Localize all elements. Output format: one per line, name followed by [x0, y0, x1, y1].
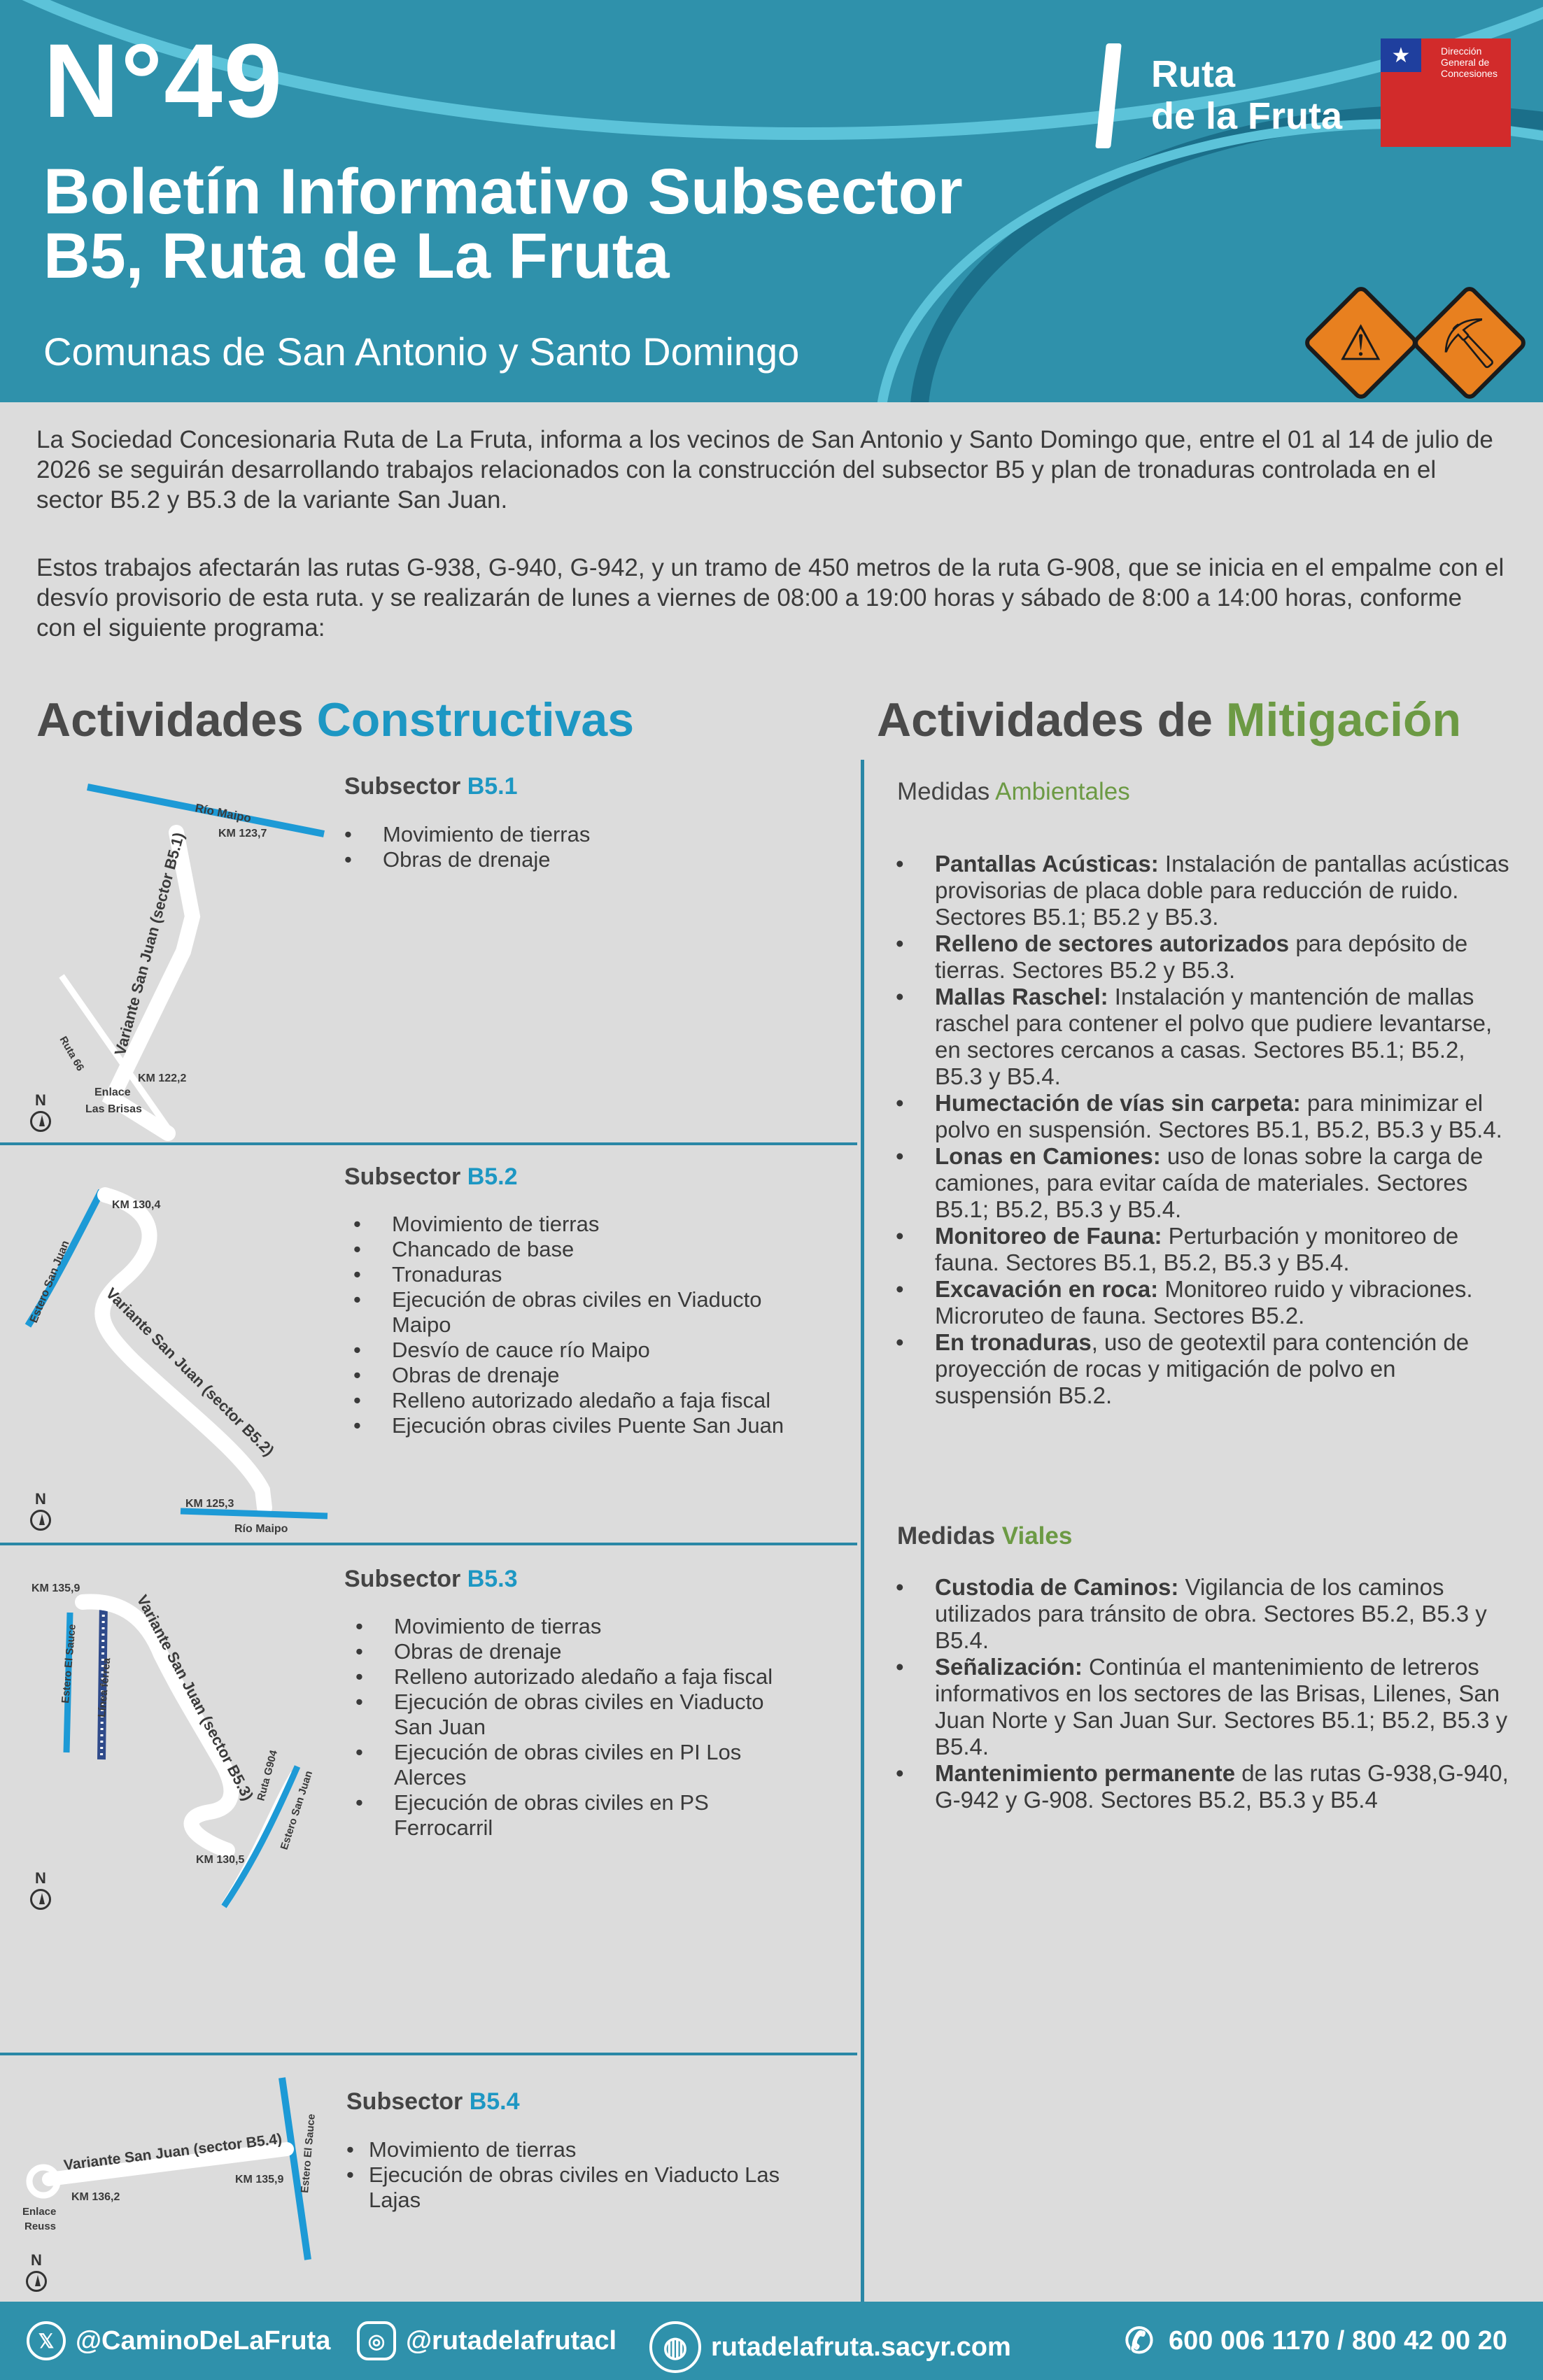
item-text: para minimizar el polvo en suspensión. Sectores B5.1, B5.2, B5.3 y B5.4.: [935, 1090, 1502, 1142]
page-subtitle: Comunas de San Antonio y Santo Domingo: [43, 330, 800, 374]
logo-line: Ruta: [1151, 53, 1235, 95]
list-item: • Obras de drenaje: [353, 1363, 787, 1388]
list-item: • Obras de drenaje: [355, 1639, 789, 1664]
heading-text: Actividades de: [877, 693, 1213, 746]
list-item: • Ejecución de obras civiles en Viaducto Las Lajas: [346, 2162, 780, 2213]
road-label: Variante San Juan (sector B5.1): [111, 830, 188, 1058]
map-b51: [0, 770, 336, 1147]
logo-line: de la Fruta: [1151, 95, 1343, 137]
estero-label: Estero El Sauce: [299, 2113, 318, 2194]
website-url: rutadelafruta.sacyr.com: [711, 2332, 1011, 2362]
heading-accent: Constructivas: [316, 693, 635, 746]
twitter-handle: @CaminoDeLaFruta: [76, 2325, 331, 2356]
subsector-code: B5.4: [469, 2088, 520, 2115]
phone-icon: ✆: [1125, 2321, 1154, 2360]
item-text: para depósito de tierras. Sectores B5.2 y B5.3.: [935, 930, 1468, 983]
north-arrow-icon: [25, 1091, 56, 1132]
government-logo: [1381, 38, 1511, 147]
subsector-b53-title: [344, 1566, 518, 1593]
list-item: [896, 1090, 1512, 1143]
list-item: [896, 1276, 1512, 1329]
instagram-handle: @rutadelafrutacl: [406, 2325, 617, 2356]
km-label: KM 130,5: [196, 1854, 245, 1866]
road-line: [102, 1195, 265, 1508]
north-label: N: [35, 1490, 46, 1508]
b54-activity-list: [346, 2137, 780, 2213]
list-item: • Obras de drenaje: [344, 847, 792, 872]
route-label: Ruta G904: [255, 1748, 281, 1803]
viales-title: [897, 1522, 1072, 1550]
ruta-fruta-logo: [1151, 53, 1342, 137]
subsector-word: Subsector: [346, 2088, 463, 2115]
north-arrow-icon: [25, 1869, 56, 1910]
list-item: [896, 930, 1512, 984]
list-item: • Movimiento de tierras: [353, 1212, 787, 1237]
heading-accent: Mitigación: [1225, 693, 1462, 746]
km-label: KM 135,9: [31, 1582, 80, 1594]
north-label: N: [35, 1869, 46, 1887]
map-b54: [0, 2064, 336, 2281]
road-label: Variante San Juan (sector B5.2): [102, 1284, 278, 1460]
list-item: • Movimiento de tierras: [344, 822, 792, 847]
title-line: B5, Ruta de La Fruta: [43, 220, 670, 292]
title-line: Boletín Informativo Subsector: [43, 156, 963, 227]
phone-link[interactable]: [1120, 2321, 1507, 2360]
subsector-code: B5.1: [467, 773, 518, 800]
item-text: Vigilancia de los caminos utilizados para tránsito de obra. Sectores B5.2, B5.3 y B5.4.: [935, 1574, 1487, 1653]
item-bold: Relleno de sectores autorizados: [935, 930, 1290, 956]
ambientales-list: [896, 851, 1512, 1409]
node-label: Reuss: [24, 2220, 57, 2232]
km-label: KM 125,3: [185, 1498, 234, 1510]
item-bold: Señalización:: [935, 1654, 1083, 1680]
list-item: • Relleno autorizado aledaño a faja fiscal: [355, 1664, 789, 1690]
estero-label: Estero San Juan: [278, 1769, 316, 1852]
title-accent: Ambientales: [995, 778, 1130, 805]
item-bold: Excavación en roca:: [935, 1276, 1159, 1302]
list-item: • Ejecución obras civiles Puente San Juan: [353, 1413, 787, 1438]
list-item: • Ejecución de obras civiles en Viaducto Maipo: [353, 1287, 787, 1338]
km-label: KM 135,9: [235, 2174, 284, 2186]
b51-activity-list: [344, 822, 792, 872]
item-text: Perturbación y monitoreo de fauna. Sectores B5.1, B5.2, B5.3 y B5.4.: [935, 1223, 1459, 1275]
list-item: [896, 984, 1512, 1090]
subsector-b51-title: [344, 773, 518, 800]
river-line: [181, 1511, 327, 1516]
item-text: Monitoreo ruido y vibraciones. Microruteo de fauna. Sectores B5.2.: [935, 1276, 1473, 1329]
intro-paragraph: La Sociedad Concesionaria Ruta de La Fruta, informa a los vecinos de San Antonio y Santo Domingo que, entre el 01 al 14 de julio de 2026 se seguirán desarrollando trabajos relacionados con la construcción del subsector B5 y plan de tronaduras controlada en el sector B5.2 y B5.3 de la variante San Juan.: [36, 426, 1493, 513]
item-bold: Mallas Raschel:: [935, 984, 1108, 1010]
route-label: Ruta 66: [57, 1034, 87, 1073]
item-text: Continúa el mantenimiento de letreros informativos en los sectores de las Brisas, Lilenes, San Juan Norte y San Juan Sur. Sectores B5.1; B5.2, B5.3 y B5.4.: [935, 1654, 1508, 1759]
node-label: Las Brisas: [85, 1103, 142, 1115]
item-text: , uso de geotextil para contención de proyección de rocas y mitigación de polvo en suspensión B5.2.: [935, 1329, 1470, 1408]
subsector-b54-title: [346, 2088, 520, 2116]
subsector-word: Subsector: [344, 1566, 461, 1592]
node-label: Enlace: [22, 2206, 57, 2218]
rail-label: Línea férrea: [96, 1657, 113, 1718]
worker-sign-icon: ⛏: [1410, 283, 1529, 402]
list-item: [896, 851, 1512, 930]
node-label: Enlace: [94, 1086, 131, 1098]
subsector-word: Subsector: [344, 773, 461, 800]
b52-activity-list: [353, 1212, 787, 1438]
km-label: KM 136,2: [71, 2191, 120, 2203]
km-label: KM 122,2: [138, 1072, 187, 1084]
section-divider: [0, 1543, 857, 1545]
north-label: N: [35, 1091, 46, 1109]
item-bold: Monitoreo de Fauna:: [935, 1223, 1162, 1249]
road-label: Variante San Juan (sector B5.4): [62, 2130, 283, 2174]
list-item: [896, 1223, 1512, 1276]
ambientales-title: [897, 778, 1130, 806]
list-item: • Movimiento de tierras: [355, 1614, 789, 1639]
title-accent: Viales: [1001, 1522, 1073, 1550]
estero-label: Estero El Sauce: [59, 1623, 78, 1704]
list-item: [896, 1329, 1512, 1409]
north-label: N: [31, 2251, 42, 2269]
title-text: Medidas: [897, 1522, 996, 1550]
title-text: Medidas: [897, 778, 990, 805]
section-divider: [0, 2053, 857, 2055]
item-text: Instalación de pantallas acústicas provisorias de placa doble para reducción de ruido. Sectores B5.1; B5.2 y B5.3.: [935, 851, 1509, 930]
item-bold: Mantenimiento permanente: [935, 1760, 1236, 1786]
mitigacion-heading: [877, 693, 1461, 747]
x-twitter-icon: 𝕏: [27, 2321, 66, 2360]
constructivas-heading: [36, 693, 634, 747]
list-item: [896, 1574, 1512, 1654]
list-item: • Ejecución de obras civiles en Viaducto San Juan: [355, 1690, 789, 1740]
heading-text: Actividades: [36, 693, 304, 746]
list-item: [896, 1654, 1512, 1760]
globe-icon: ◍: [649, 2321, 701, 2373]
item-text: de las rutas G-938,G-940, G-942 y G-908. Sectores B5.2, B5.3 y B5.4: [935, 1760, 1509, 1813]
instagram-icon: ◎: [357, 2321, 396, 2360]
item-bold: Humectación de vías sin carpeta:: [935, 1090, 1301, 1116]
government-logo-text: Dirección General de Concesiones: [1441, 45, 1498, 79]
river-label: Río Maipo: [234, 1523, 288, 1535]
subsector-word: Subsector: [344, 1163, 461, 1190]
river-label: Río Maipo: [194, 801, 253, 826]
km-label: KM 130,4: [112, 1199, 161, 1211]
b53-activity-list: [355, 1614, 789, 1841]
subsector-b52-title: [344, 1163, 518, 1191]
north-arrow-icon: [21, 2251, 52, 2292]
page-title: [43, 156, 1093, 292]
viales-list: [896, 1574, 1512, 1813]
list-item: • Movimiento de tierras: [346, 2137, 780, 2162]
list-item: • Ejecución de obras civiles en PI Los Alerces: [355, 1740, 789, 1790]
km-label: KM 123,7: [218, 828, 267, 840]
list-item: [896, 1760, 1512, 1813]
list-item: • Tronaduras: [353, 1262, 787, 1287]
traffic-sign-icon: ⚠: [1302, 283, 1421, 402]
item-bold: Lonas en Camiones:: [935, 1143, 1161, 1169]
phone-number: 600 006 1170 / 800 42 00 20: [1169, 2325, 1507, 2356]
intro-paragraph: Estos trabajos afectarán las rutas G-938, G-940, G-942, y un tramo de 450 metros de la ruta G-908, que se inicia en el empalme con el desvío provisorio de esta ruta. y se realizarán de lunes a viernes de 08:00 a 19:00 horas y sábado de 8:00 a 14:00 horas, conforme con el siguiente programa:: [36, 554, 1505, 642]
item-text: Instalación y mantención de mallas raschel para contener el polvo que pudiere levantarse, en sectores cercanos a casas. Sectores B5.1; B5.2, B5.3 y B5.4.: [935, 984, 1493, 1089]
estero-label: Estero San Juan: [27, 1238, 72, 1325]
list-item: • Relleno autorizado aledaño a faja fiscal: [353, 1388, 787, 1413]
item-text: uso de lonas sobre la carga de camiones, para evitar caída de materiales. Sectores B5.1; B5.2, B5.3 y B5.4.: [935, 1143, 1484, 1222]
star-icon: ★: [1381, 38, 1421, 72]
column-divider: [861, 760, 864, 2302]
item-bold: Pantallas Acústicas:: [935, 851, 1159, 877]
list-item: • Ejecución de obras civiles en PS Ferrocarril: [355, 1790, 789, 1841]
list-item: [896, 1143, 1512, 1223]
item-bold: En tronaduras: [935, 1329, 1092, 1355]
instagram-link[interactable]: [357, 2321, 617, 2360]
north-arrow-icon: [25, 1490, 56, 1531]
bulletin-number: N°49: [43, 22, 284, 139]
map-b52: [0, 1161, 336, 1539]
list-item: • Desvío de cauce río Maipo: [353, 1338, 787, 1363]
subsector-code: B5.2: [467, 1163, 518, 1190]
list-item: • Chancado de base: [353, 1237, 787, 1262]
road-label: Variante San Juan (sector B5.3): [133, 1592, 258, 1804]
website-link[interactable]: [649, 2321, 1011, 2373]
twitter-link[interactable]: [27, 2321, 330, 2360]
subsector-code: B5.3: [467, 1566, 518, 1592]
item-bold: Custodia de Caminos:: [935, 1574, 1179, 1600]
